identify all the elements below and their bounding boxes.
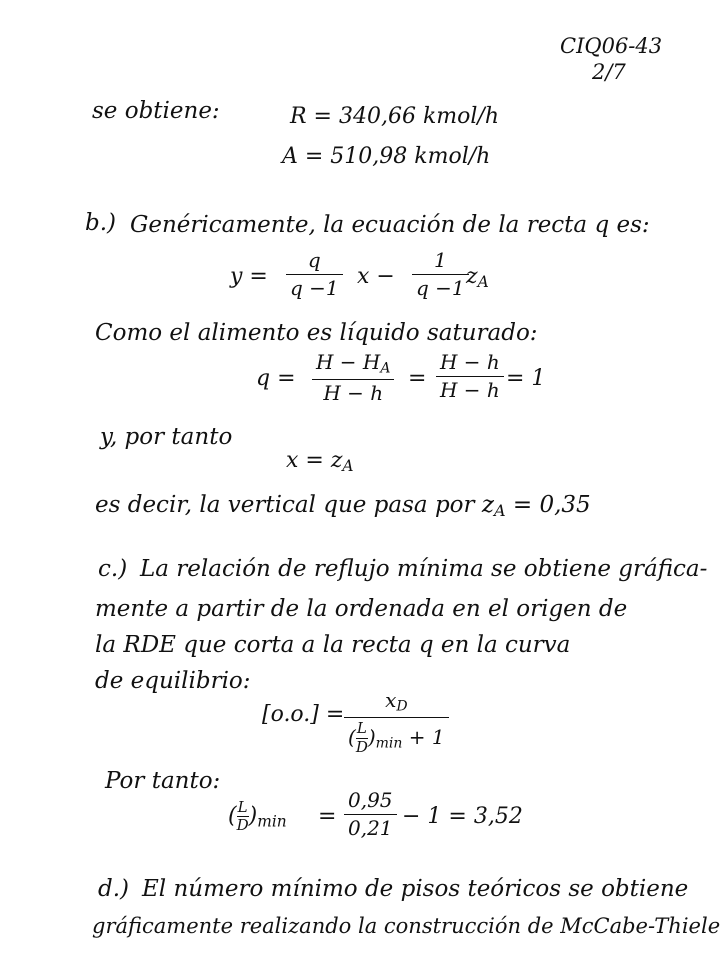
part-b-therefore: y, por tanto (100, 424, 233, 450)
part-d-line-2: gráficamente realizando la construcción de McCabe-Thiele (92, 914, 721, 938)
min-reflux-tail: − 1 = 3,52 (402, 804, 523, 829)
part-c-line-2: mente a partir de la ordenada en el origen de (95, 596, 628, 622)
eq1-f2-den: q −1 (416, 276, 465, 300)
eq1-tail: $z_A$ (466, 264, 489, 291)
min-reflux-equals: = (318, 804, 337, 829)
eq1-f2-num: 1 (433, 248, 447, 272)
eq1-fraction-2 (412, 250, 469, 299)
intercept-lhs: [o.o.] = (262, 702, 345, 727)
r-equation: R = 340,66 kmol/h (290, 104, 500, 129)
min-reflux-lhs: ( $\frac{L}{D}$ )$_{min}$ (228, 798, 287, 834)
part-c-line-1: La relación de reflujo mínima se obtiene gráfica- (140, 556, 708, 582)
eq2-f2-num: H − h (440, 350, 500, 374)
intercept-fraction (344, 690, 449, 756)
min-reflux-fraction (344, 790, 397, 839)
eq2-fraction-2 (436, 352, 504, 401)
part-b-vertical-text: es decir, la vertical que pasa por $z_A = 0,35$ (95, 492, 591, 521)
eq2-rhs: = 1 (506, 366, 546, 391)
document-code: CIQ06-43 (560, 34, 663, 58)
part-b-marker: b.) (85, 210, 117, 236)
part-c-line-4: de equilibrio: (95, 668, 251, 694)
part-b-saturated-text: Como el alimento es líquido saturado: (95, 320, 538, 346)
eq2-lhs: q = (256, 366, 296, 391)
part-d-marker: d.) (98, 876, 130, 902)
eq1-lhs: y = (230, 264, 268, 289)
eq2-f1-den: H − h (323, 381, 384, 406)
eq2-fraction-1 (312, 352, 394, 404)
min-reflux-num: 0,95 (348, 788, 393, 812)
intercept-num: $x_D$ (385, 688, 408, 715)
eq1-fraction-1 (286, 250, 343, 299)
min-reflux-den: 0,21 (348, 816, 393, 840)
page-number: 2/7 (592, 60, 626, 84)
eq1-mid: x − (357, 264, 395, 289)
obtained-label: se obtiene: (92, 98, 220, 124)
eq2-f1-num: $H - H_A$ (316, 350, 391, 377)
part-c-line-3: la RDE que corta a la recta q en la curva (95, 632, 571, 658)
eq1-f1-num: q (307, 248, 321, 272)
eq2-equals: = (408, 366, 427, 391)
eq2-f2-den: H − h (440, 378, 500, 402)
part-c-marker: c.) (98, 556, 128, 582)
part-d-line-1: El número mínimo de pisos teóricos se obtiene (142, 876, 689, 902)
a-equation: A = 510,98 kmol/h (282, 144, 491, 169)
intercept-den: ( $\frac{L}{D}$ )$_{min} + 1$ (348, 719, 445, 756)
eq3-vertical: $x = z_A$ (286, 448, 354, 475)
part-c-therefore: Por tanto: (105, 768, 221, 794)
part-b-intro: Genéricamente, la ecuación de la recta q es: (130, 212, 650, 238)
eq1-f1-den: q −1 (290, 276, 339, 300)
